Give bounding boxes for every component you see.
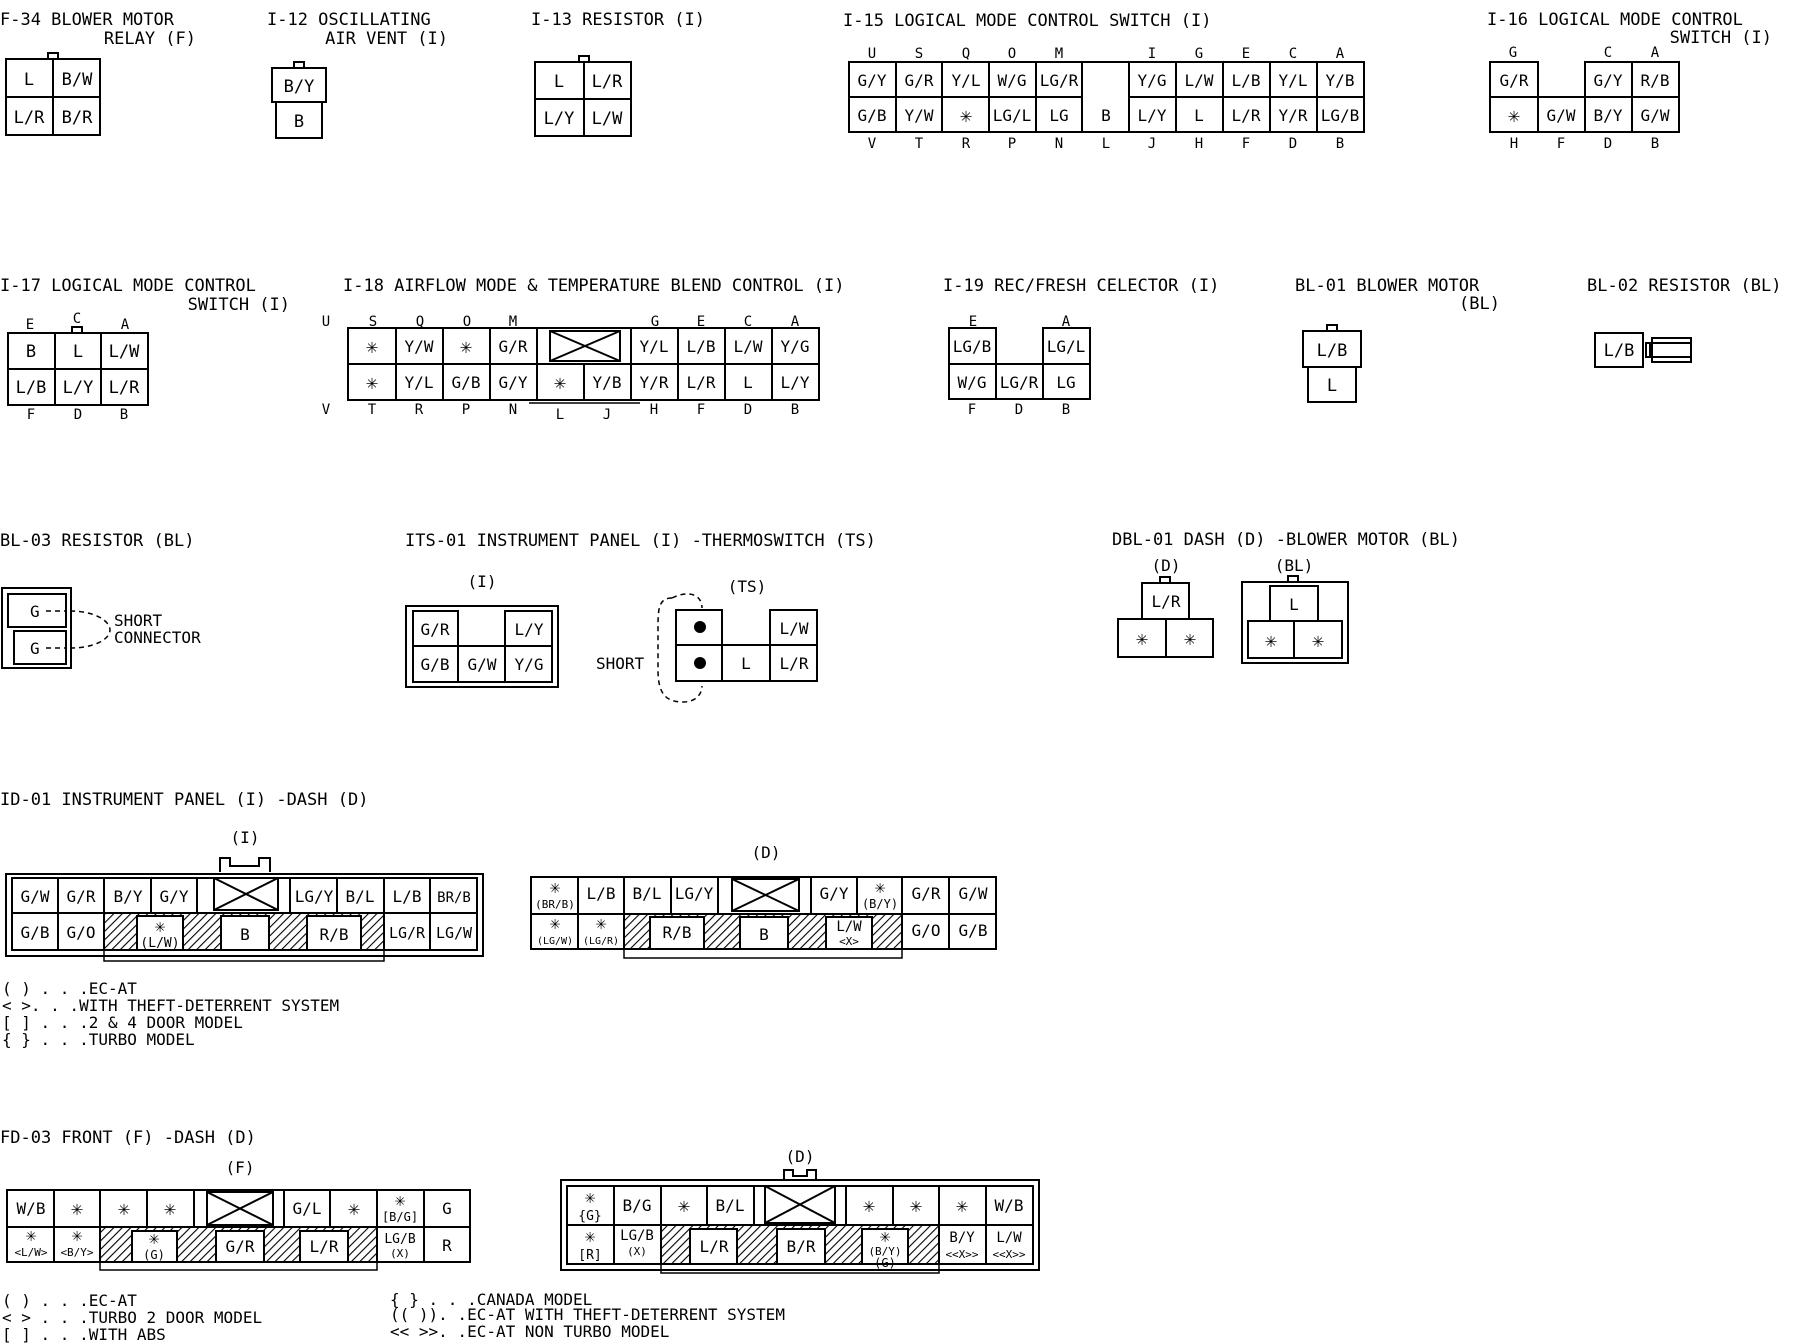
connector-title: ITS-01 INSTRUMENT PANEL (I) -THERMOSWITCH (TS) [405, 531, 876, 551]
terminal-cell: L/R [699, 1237, 729, 1256]
terminal-cell: LG/W [435, 924, 473, 942]
terminal-cell: L/B [1316, 341, 1348, 361]
pin-label: U [321, 314, 331, 330]
pin-label: C [743, 314, 753, 330]
connector-title: I-18 AIRFLOW MODE & TEMPERATURE BLEND CONTROL (I) [343, 276, 845, 296]
terminal-cell: ✳ [459, 334, 473, 358]
side-label: (D) [785, 1147, 815, 1166]
pin-label: E [1241, 46, 1251, 62]
terminal-cell: G [30, 602, 40, 621]
terminal-cell: L/Y [543, 109, 575, 129]
pin-label: H [649, 402, 659, 418]
side-label: (D) [1151, 556, 1181, 575]
terminal-cell: G/R [904, 71, 934, 90]
terminal-cell: L [1326, 376, 1338, 396]
terminal-cell: G/W [467, 655, 497, 674]
terminal-cell: R [442, 1236, 452, 1255]
terminal-cell: G/B [451, 373, 481, 392]
pin-label: F [1241, 136, 1251, 152]
terminal-cell: ✳ [862, 1193, 876, 1217]
terminal-cell: B/R [61, 108, 93, 128]
terminal-cell: Y/L [1278, 71, 1308, 90]
connector-subtitle: SWITCH (I) [187, 295, 290, 315]
terminal-cell: L/B [392, 887, 422, 906]
connector-subtitle: SWITCH (I) [1669, 28, 1772, 48]
pin-label: L [1101, 136, 1111, 152]
fd03-legend-left [2, 1291, 262, 1344]
pin-label: G [1194, 46, 1204, 62]
connector-title: I-19 REC/FRESH CELECTOR (I) [943, 276, 1220, 296]
pin-label: J [602, 407, 612, 423]
terminal-cell: BR/B [437, 890, 471, 906]
terminal-cell: L/B [1231, 71, 1261, 90]
side-label: (TS) [727, 577, 767, 596]
terminal-cell: [B/G] [381, 1210, 419, 1224]
terminal-cell: ✳ [365, 370, 379, 394]
connector-title: DBL-01 DASH (D) -BLOWER MOTOR (BL) [1112, 530, 1460, 550]
fd03-side-d [561, 1147, 1039, 1273]
terminal-cell: L/Y [62, 378, 94, 398]
pin-label: H [1509, 136, 1519, 152]
pin-label: P [461, 402, 471, 418]
pin-label: I [1147, 46, 1157, 62]
terminal-cell: LG/R [1039, 71, 1079, 90]
terminal-cell: LG/L [992, 106, 1032, 125]
connector-i15 [843, 11, 1364, 152]
legend-item: { } . . .TURBO MODEL [2, 1030, 195, 1049]
terminal-cell: <X> [839, 935, 859, 948]
pin-label: E [25, 317, 35, 333]
terminal-cell: LG/Y [674, 884, 714, 903]
terminal-cell: Y/B [1325, 71, 1355, 90]
id01-legend [2, 979, 339, 1049]
terminal-cell: W/G [957, 373, 987, 392]
terminal-cell: ✳ [584, 1226, 596, 1247]
pin-label: B [1061, 402, 1071, 418]
side-label: (BL) [1274, 556, 1314, 575]
terminal-cell: L/B [1603, 341, 1635, 361]
connector-i13 [531, 10, 705, 136]
fd03-side-f [7, 1158, 470, 1270]
connector-bl02 [1587, 276, 1781, 367]
terminal-cell: G/R [225, 1237, 255, 1256]
short-terminal [694, 657, 706, 669]
terminal-cell: G [442, 1199, 452, 1218]
pin-label: L [555, 407, 565, 423]
fd03-legend-right [390, 1290, 785, 1341]
terminal-cell: LG [1056, 373, 1076, 392]
connector-lock-tab [48, 53, 58, 59]
connector-title: FD-03 FRONT (F) -DASH (D) [0, 1128, 256, 1148]
pin-label: D [743, 402, 753, 418]
legend-item: { } . . .CANADA MODEL [390, 1290, 593, 1309]
terminal-cell: G/R [1499, 71, 1529, 90]
terminal-cell: R/B [1640, 71, 1670, 90]
legend-item: ( ) . . .EC-AT [2, 1291, 137, 1310]
pin-label: V [321, 402, 331, 418]
terminal-cell: (X) [390, 1247, 410, 1260]
terminal-cell: Y/G [780, 337, 810, 356]
terminal-cell: Y/L [639, 337, 669, 356]
pin-label: A [790, 314, 800, 330]
connector-id01 [0, 790, 996, 1049]
terminal-cell: ✳ [148, 1228, 160, 1249]
terminal-cell: G/W [958, 884, 988, 903]
pin-label: C [1603, 45, 1613, 61]
pin-label: B [1650, 136, 1660, 152]
terminal-cell: G/R [498, 337, 528, 356]
terminal-cell: ✳ [595, 913, 607, 934]
terminal-cell: ✳ [677, 1193, 691, 1217]
terminal-cell: L/R [1151, 592, 1181, 611]
terminal-cell: LG/B [1320, 106, 1360, 125]
terminal-cell: LG/B [952, 337, 992, 356]
side-label: (D) [751, 843, 781, 862]
terminal-cell: L/W [996, 1230, 1022, 1246]
legend-item: << >>. .EC-AT NON TURBO MODEL [390, 1322, 670, 1341]
connector-title: I-17 LOGICAL MODE CONTROL [0, 276, 256, 296]
terminal-cell: (G) [143, 1248, 165, 1262]
pin-label: B [790, 402, 800, 418]
note-text: CONNECTOR [114, 628, 201, 647]
terminal-cell: ✳ [959, 103, 973, 127]
side-label: (F) [225, 1158, 255, 1177]
pin-label: F [26, 407, 36, 423]
terminal-cell: G/R [66, 887, 96, 906]
legend-item: < >. . .WITH THEFT-DETERRENT SYSTEM [2, 996, 340, 1015]
pin-label: E [696, 314, 706, 330]
pin-label: A [1650, 45, 1660, 61]
terminal-cell: Y/G [514, 655, 544, 674]
terminal-cell: Y/L [951, 71, 981, 90]
terminal-cell: L/Y [780, 373, 810, 392]
terminal-cell: Y/L [404, 373, 434, 392]
terminal-cell: L/B [15, 378, 47, 398]
pin-label: A [1061, 314, 1071, 330]
terminal-cell: G/L [292, 1199, 322, 1218]
terminal-cell: {G} [578, 1209, 602, 1224]
pin-label: R [961, 136, 971, 152]
terminal-cell: L/R [779, 654, 809, 673]
terminal-cell: W/G [997, 71, 1027, 90]
terminal-cell: B/R [786, 1237, 816, 1256]
terminal-cell: L [553, 72, 565, 92]
terminal-cell: LG/B [384, 1232, 416, 1247]
terminal-cell: G/B [857, 106, 887, 125]
terminal-cell: ✳ [955, 1193, 969, 1217]
terminal-cell: Y/W [904, 106, 934, 125]
terminal-cell: B [25, 342, 37, 362]
pin-label: D [73, 407, 83, 423]
connector-subtitle: RELAY (F) [103, 29, 196, 49]
terminal-cell: ✳ [117, 1196, 131, 1220]
terminal-cell: ✳ [549, 877, 561, 898]
terminal-cell: B [1101, 106, 1111, 125]
terminal-cell: LG/R [999, 373, 1039, 392]
terminal-cell: G/B [20, 923, 50, 942]
terminal-cell: L/W [108, 342, 140, 362]
connector-i17 [0, 276, 290, 423]
terminal-cell: ✳ [71, 1225, 83, 1246]
pin-label: V [867, 136, 877, 152]
terminal-cell: (LG/W) [536, 936, 574, 947]
terminal-cell: G/Y [857, 71, 887, 90]
terminal-cell: L/Y [514, 620, 544, 639]
terminal-cell: R/B [662, 923, 692, 942]
terminal-cell: L/R [108, 378, 140, 398]
terminal-cell: G/Y [498, 373, 528, 392]
pin-label: A [1335, 46, 1345, 62]
pin-label: O [462, 314, 472, 330]
terminal-cell: G/W [1640, 106, 1670, 125]
terminal-cell: [R] [578, 1248, 602, 1263]
terminal-cell: L [743, 373, 753, 392]
terminal-cell: ✳ [394, 1190, 406, 1211]
terminal-cell: L/R [309, 1237, 339, 1256]
terminal-cell: L/R [686, 373, 716, 392]
pin-label: M [508, 314, 518, 330]
terminal-cell: <<X>> [945, 1248, 979, 1261]
terminal-cell: L/W [1184, 71, 1214, 90]
legend-item: (( )). .EC-AT WITH THEFT-DETERRENT SYSTEM [390, 1305, 785, 1324]
terminal-cell: LG/B [620, 1228, 654, 1244]
terminal-cell: LG [1049, 106, 1069, 125]
terminal-cell: G/R [911, 884, 941, 903]
terminal-cell: G/R [420, 620, 450, 639]
connector-fd03 [0, 1128, 1039, 1344]
pin-label: B [119, 407, 129, 423]
terminal-cell: W/B [16, 1199, 46, 1218]
terminal-cell: B/Y [1593, 106, 1623, 125]
connector-title: I-15 LOGICAL MODE CONTROL SWITCH (I) [843, 11, 1212, 31]
connector-title: I-16 LOGICAL MODE CONTROL [1487, 10, 1743, 30]
terminal-cell: ✳ [163, 1196, 177, 1220]
pin-label: H [1194, 136, 1204, 152]
pin-label: A [120, 317, 130, 333]
pin-label: E [968, 314, 978, 330]
terminal-cell: B/Y [113, 887, 143, 906]
pin-label: U [867, 46, 877, 62]
terminal-cell: L/W [779, 619, 809, 638]
terminal-cell: L/R [13, 108, 45, 128]
pin-label: F [696, 402, 706, 418]
terminal-cell: Y/B [592, 373, 622, 392]
pin-label: F [967, 402, 977, 418]
connector-title: BL-03 RESISTOR (BL) [0, 531, 195, 551]
terminal-cell: Y/R [639, 373, 669, 392]
terminal-cell: LG/L [1046, 337, 1086, 356]
terminal-cell: B/Y [949, 1230, 975, 1246]
terminal-cell: (B/Y) [861, 897, 899, 911]
connector-bl03 [0, 531, 201, 668]
pin-label: P [1007, 136, 1017, 152]
terminal-cell: G/O [66, 923, 96, 942]
connector-subtitle: AIR VENT (I) [325, 29, 448, 49]
connector-i18 [322, 276, 845, 423]
terminal-cell: B/L [632, 884, 662, 903]
terminal-cell: (BR/B) [535, 898, 575, 911]
terminal-cell: B/Y [283, 77, 315, 97]
terminal-cell: L/W [836, 919, 862, 935]
connector-title: F-34 BLOWER MOTOR [0, 10, 174, 30]
terminal-cell: LG/R [388, 924, 426, 942]
terminal-cell: ✳ [154, 916, 166, 937]
terminal-cell: ✳ [874, 877, 886, 898]
pin-label: F [1556, 136, 1566, 152]
terminal-cell: L [741, 654, 751, 673]
connector-title: BL-02 RESISTOR (BL) [1587, 276, 1782, 296]
connector-i16 [1487, 10, 1772, 152]
terminal-cell: B [240, 925, 250, 944]
terminal-cell: Y/G [1137, 71, 1167, 90]
terminal-cell: G/Y [1593, 71, 1623, 90]
pin-label: N [508, 402, 518, 418]
terminal-cell: G/Y [819, 884, 849, 903]
terminal-cell: G [30, 639, 40, 658]
pin-label: O [1007, 46, 1017, 62]
terminal-cell: (G) [874, 1256, 896, 1270]
pin-label: C [72, 311, 82, 327]
terminal-cell: (X) [627, 1245, 647, 1258]
terminal-cell: B/L [715, 1196, 745, 1215]
short-label: SHORT [596, 654, 645, 673]
terminal-cell: ✳ [1183, 626, 1197, 650]
terminal-cell: <B/Y> [60, 1246, 94, 1259]
connector-i12 [267, 10, 448, 138]
connector-subtitle: (BL) [1459, 294, 1500, 314]
connector-i19 [943, 276, 1219, 418]
terminal-cell: Y/R [1278, 106, 1308, 125]
connector-bl01 [1295, 276, 1500, 402]
pin-label: C [1288, 46, 1298, 62]
terminal-cell: G/Y [159, 887, 189, 906]
pin-label: D [1014, 402, 1024, 418]
terminal-cell: L [1194, 106, 1204, 125]
terminal-cell: L/Y [1137, 106, 1167, 125]
terminal-cell: ✳ [25, 1225, 37, 1246]
terminal-cell: ✳ [70, 1196, 84, 1220]
note-text: SHORT [114, 611, 163, 630]
connector-title: I-13 RESISTOR (I) [531, 10, 705, 30]
pin-label: B [1335, 136, 1345, 152]
pin-label: S [368, 314, 378, 330]
terminal-cell: L/B [586, 884, 616, 903]
legend-item: [ ] . . .WITH ABS [2, 1325, 166, 1344]
pin-label: M [1054, 46, 1064, 62]
legend-item: < > . . .TURBO 2 DOOR MODEL [2, 1308, 263, 1327]
terminal-cell: ✳ [909, 1193, 923, 1217]
terminal-cell: G/B [420, 655, 450, 674]
connector-title: ID-01 INSTRUMENT PANEL (I) -DASH (D) [0, 790, 369, 810]
terminal-cell: B/G [622, 1196, 652, 1215]
terminal-cell: L [72, 342, 84, 362]
terminal-cell: ✳ [1135, 626, 1149, 650]
terminal-cell: ✳ [584, 1187, 596, 1208]
pin-label: D [1288, 136, 1298, 152]
terminal-cell: ✳ [365, 334, 379, 358]
terminal-cell: L/B [686, 337, 716, 356]
terminal-cell: L/W [733, 337, 763, 356]
terminal-cell: G/W [1546, 106, 1576, 125]
terminal-cell: W/B [994, 1196, 1024, 1215]
terminal-cell: ✳ [347, 1196, 361, 1220]
pin-label: G [1508, 45, 1518, 61]
legend-item: ( ) . . .EC-AT [2, 979, 137, 998]
terminal-cell: <<X>> [992, 1248, 1026, 1261]
pin-label: T [914, 136, 924, 152]
connector-dbl01 [1112, 530, 1460, 663]
connector-title: I-12 OSCILLATING [267, 10, 431, 30]
terminal-cell: ✳ [549, 913, 561, 934]
pin-label: T [367, 402, 377, 418]
terminal-cell: B/W [61, 70, 93, 90]
terminal-cell: ✳ [1264, 628, 1278, 652]
pin-label: S [914, 46, 924, 62]
terminal-cell: L [23, 70, 35, 90]
terminal-cell: ✳ [1507, 103, 1521, 127]
terminal-cell: R/B [319, 925, 349, 944]
side-label: (I) [230, 828, 260, 847]
terminal-cell: L/R [591, 72, 623, 92]
terminal-cell: <L/W> [14, 1246, 48, 1259]
legend-item: [ ] . . .2 & 4 DOOR MODEL [2, 1013, 243, 1032]
id01-side-i [6, 828, 483, 961]
terminal-cell: ✳ [553, 370, 567, 394]
terminal-cell: Y/W [404, 337, 434, 356]
terminal-cell: G/O [911, 921, 941, 940]
id01-side-d [531, 843, 996, 958]
pin-label: G [650, 314, 660, 330]
terminal-cell: (LG/R) [582, 936, 620, 947]
terminal-cell: L/R [1231, 106, 1261, 125]
terminal-cell: L/W [591, 109, 623, 129]
terminal-cell: B [759, 925, 769, 944]
pin-label: J [1147, 136, 1157, 152]
pin-label: N [1054, 136, 1064, 152]
pin-label: D [1603, 136, 1613, 152]
connector-its01 [405, 531, 876, 702]
terminal-cell: LG/Y [294, 887, 334, 906]
terminal-cell: B/L [345, 887, 375, 906]
short-terminal [694, 621, 706, 633]
terminal-cell: ✳ [879, 1226, 891, 1247]
terminal-cell: L [1289, 595, 1299, 614]
pin-label: Q [415, 314, 425, 330]
terminal-cell: B [293, 112, 305, 132]
terminal-cell: G/W [20, 887, 50, 906]
connector-title: BL-01 BLOWER MOTOR [1295, 276, 1480, 296]
connector-f34 [0, 10, 196, 135]
terminal-cell: (B/Y) [868, 1245, 902, 1258]
terminal-cell: ✳ [1311, 628, 1325, 652]
pin-label: Q [961, 46, 971, 62]
side-label: (I) [467, 572, 497, 591]
terminal-cell: (L/W) [140, 936, 180, 951]
terminal-cell: G/B [958, 921, 988, 940]
pin-label: R [414, 402, 424, 418]
